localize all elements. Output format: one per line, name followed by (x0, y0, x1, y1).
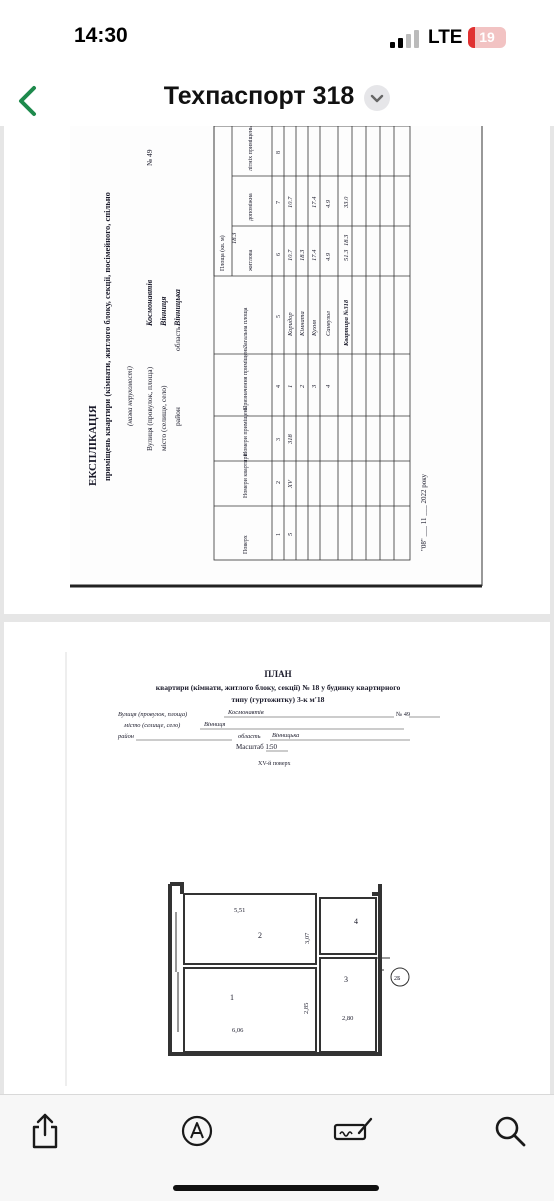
total-label: Квартира №318 (343, 299, 350, 346)
col-num-2: 2 (276, 481, 282, 484)
col-num-8: 8 (276, 151, 282, 154)
room-2-label: 2 (258, 931, 262, 940)
row3-purpose: Кухня (311, 320, 318, 336)
signature-icon[interactable] (333, 1111, 373, 1151)
col-num-3: 3 (276, 438, 282, 441)
battery-icon (468, 27, 506, 48)
explication-subtitle: приміщень квартири (кімнати, житлого блоку, секції, посімейного, спільно (102, 192, 112, 481)
dim-top: 5,51 (234, 907, 246, 914)
city-label: місто (селище, село) (159, 385, 168, 451)
document-page-2 (4, 622, 550, 1094)
header-auxiliary: допоміжна (248, 193, 254, 221)
scale-label: Масштаб 1: (236, 743, 271, 751)
plan-oblast-value: Вінницька (272, 732, 300, 739)
row2-total: 18.3 (299, 249, 306, 261)
plan-oblast-label: область (238, 733, 261, 740)
navigation-bar (0, 74, 554, 126)
row4-purpose: Санвузол (325, 311, 332, 336)
plan-district-label: район (118, 733, 134, 740)
document-viewer[interactable] (0, 126, 554, 1094)
room-4-label: 4 (354, 917, 358, 926)
header-area-group: Площа (кв. м) (220, 235, 226, 271)
oblast-label: область (173, 326, 182, 351)
header-total-area: Загальна площа (243, 307, 249, 348)
header-floor: Поверх (243, 535, 249, 554)
row2-room: 2 (299, 384, 306, 388)
floor-plan-scan (4, 622, 550, 1094)
share-icon[interactable] (25, 1111, 65, 1151)
row3-room: 3 (311, 384, 318, 388)
col-num-1: 1 (276, 533, 282, 536)
total-auxiliary: 33.0 (343, 196, 350, 208)
header-room-numbers: Номери приміщень (243, 406, 249, 456)
row3-total: 17.4 (311, 249, 318, 261)
total-living: 18.3 (343, 234, 350, 246)
cellular-signal-icon (390, 30, 422, 48)
row4-auxiliary: 4.9 (325, 199, 332, 208)
house-number: № 49 (145, 149, 154, 166)
stair-marker-label: 2Б (394, 976, 401, 982)
dim-bottom: 6,06 (232, 1027, 244, 1034)
status-time: 14:30 (74, 24, 128, 47)
title-menu-button[interactable] (364, 85, 390, 111)
street-label: Вулиця (провулок, площа) (145, 366, 154, 451)
oblast-value: Вінницька (173, 289, 182, 326)
room-1-label: 1 (230, 993, 234, 1002)
search-icon[interactable] (490, 1111, 530, 1151)
plan-city-value: Вінниця (204, 721, 226, 728)
row2-living-value: 18.3 (231, 232, 238, 244)
plan-house-number: № 49 (396, 711, 411, 718)
row1-room: 1 (287, 384, 294, 388)
plan-street-value: Космонавтів (228, 709, 264, 716)
signature-date: "08" ___ 11 ___ 2022 року (420, 473, 428, 551)
chevron-down-icon (364, 85, 390, 111)
plan-city-label: місто (селище, село) (124, 722, 181, 729)
status-bar (0, 0, 554, 74)
explication-scan (4, 126, 550, 614)
row1-apt-number: 318 (287, 434, 294, 444)
col-num-6: 6 (276, 253, 282, 256)
header-summer: літніх приміщень (248, 126, 254, 171)
row3-auxiliary: 17.4 (311, 196, 318, 208)
row1-floor: 5 (287, 532, 294, 536)
header-living: житлова (248, 249, 254, 271)
row4-total: 4.9 (325, 252, 332, 261)
floor-note: XV-й поверх (258, 761, 291, 767)
battery-percent: 19 (479, 29, 495, 45)
dim-right-upper: 3,07 (304, 932, 311, 944)
district-label: район (173, 407, 182, 426)
street-value: Космонавтів (145, 279, 154, 326)
markup-icon[interactable] (177, 1111, 217, 1151)
dim-lower-right: 2,80 (342, 1015, 354, 1022)
plan-title: ПЛАН (264, 669, 292, 679)
header-apartment-numbers: Номери квартири (243, 453, 249, 498)
plan-line-2: типу (гуртожитку) 3-к м'18 (231, 695, 325, 704)
row4-room: 4 (325, 384, 332, 388)
row1-auxiliary: 10.7 (287, 196, 294, 208)
col-num-7: 7 (276, 201, 282, 204)
room-3-label: 3 (344, 975, 348, 984)
network-type: LTE (428, 27, 463, 48)
explication-note: (назва нерухомості) (126, 366, 134, 426)
city-value: Вінниця (159, 296, 168, 326)
row1-purpose: Коридор (287, 312, 294, 336)
floor-plan-labels (230, 907, 358, 1034)
col-num-5: 5 (276, 315, 282, 318)
header-purpose: Призначення приміщень (243, 346, 249, 410)
row1-apartment: XV (287, 480, 294, 488)
floor-plan-drawing (170, 884, 390, 1054)
scale-value: 50 (270, 743, 277, 751)
col-num-4: 4 (276, 385, 282, 388)
document-title: Техпаспорт 318 (163, 82, 355, 110)
plan-street-label: Вулиця (провулок, площа) (118, 711, 188, 718)
plan-line-1: квартири (кімнати, житлого блоку, секції) № 18 у будинку квартирного (155, 683, 401, 692)
total-area: 51.3 (343, 249, 350, 261)
document-page-1 (4, 126, 550, 614)
explication-title: ЕКСПЛІКАЦІЯ (87, 405, 99, 486)
row2-purpose: Кімната (299, 311, 306, 336)
dim-right-lower: 2,85 (303, 1002, 310, 1014)
home-indicator[interactable] (173, 1185, 379, 1191)
row1-total: 10.7 (287, 249, 294, 261)
